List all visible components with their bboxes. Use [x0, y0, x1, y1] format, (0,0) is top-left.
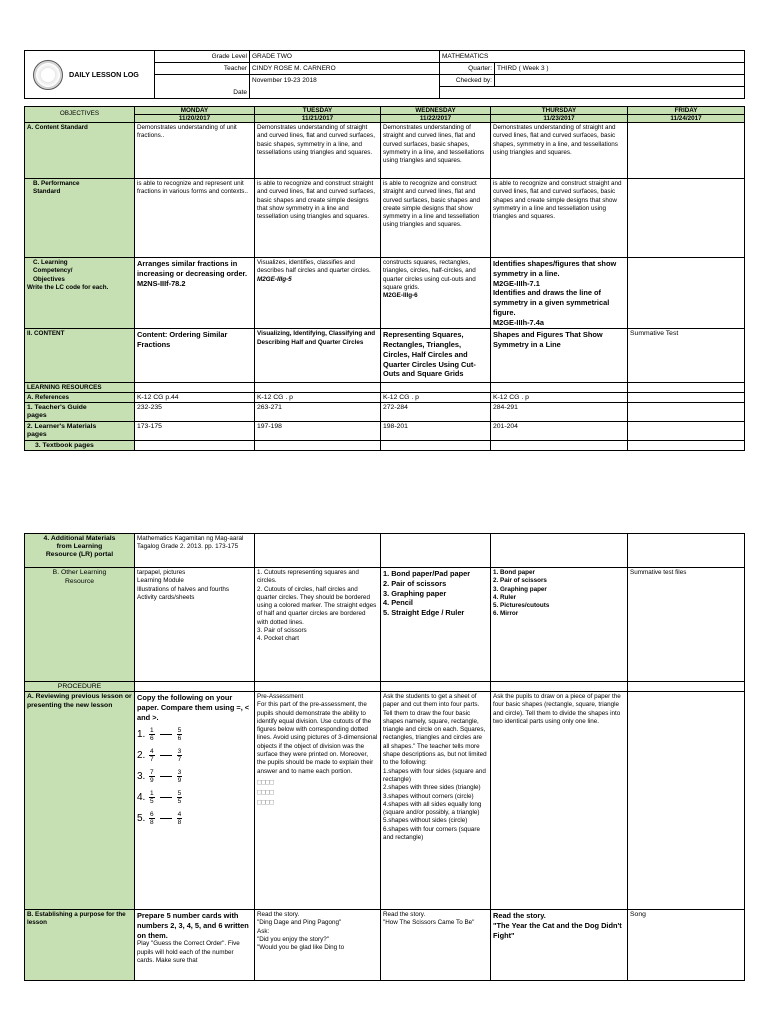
- content-tuesday: Visualizing, Identifying, Classifying and Describing Half and Quarter Circles: [255, 329, 381, 383]
- day-thursday: THURSDAY: [491, 107, 628, 115]
- date-tuesday: 11/21/2017: [255, 115, 381, 123]
- fraction-item-number: 4.: [137, 792, 146, 804]
- learning-competency-wednesday-code: M2GE-IIIg-6: [383, 292, 418, 300]
- purpose-thursday: Read the story. "The Year the Cat and the Dog Didn't Fight": [491, 910, 628, 981]
- performance-standard-monday: is able to recognize and represent unit fractions in various forms and contexts..: [135, 179, 255, 258]
- fraction-right: [177, 748, 183, 763]
- learning-competency-tuesday: Visualizes, identifies, classifies and describes half circles and quarter circles.: [257, 259, 371, 275]
- fraction-left: [149, 769, 155, 784]
- fraction-right-denominator: 7: [177, 756, 182, 764]
- fraction-item-number: 3.: [137, 771, 146, 783]
- reviewing-friday: [628, 692, 745, 910]
- fraction-left: [149, 748, 155, 763]
- fraction-right-denominator: 6: [177, 735, 182, 743]
- reviewing-monday-instructions: Copy the following on your paper. Compare them using =, < and >.: [137, 693, 250, 722]
- day-friday: FRIDAY: [628, 107, 745, 115]
- purpose-monday: Play "Guess the Correct Order". Five pupils will hold each of the number cards. Make sure that: [137, 940, 240, 964]
- performance-standard-tuesday: is able to recognize and construct straight and curved lines, flat and curved surfaces, basic shapes and create simple designs that show symmetry in a line and tessellation using triangles and squares.: [255, 179, 381, 258]
- learning-competency-friday: [628, 258, 745, 329]
- content-monday: Content: Ordering Similar Fractions: [135, 329, 255, 383]
- content-wednesday: Representing Squares, Rectangles, Triangles, Circles, Half Circles and Quarter Circles Using Cut-Outs and Square Grids: [381, 329, 491, 383]
- other-resources-friday: Summative test files: [628, 568, 745, 682]
- grade-level-label: Grade Level: [155, 51, 250, 63]
- fraction-item: [137, 745, 252, 766]
- fraction-left-denominator: 6: [150, 735, 154, 743]
- additional-materials-wednesday: [381, 534, 491, 568]
- comparison-blank: [160, 755, 172, 756]
- fraction-left-numerator: 1: [150, 790, 154, 798]
- date-label: Date: [155, 87, 250, 99]
- teachers-guide-label: 1. Teacher's Guide pages: [25, 403, 135, 422]
- content-standard-label: A. Content Standard: [25, 123, 135, 179]
- additional-materials-friday: [628, 534, 745, 568]
- fraction-left-denominator: 8: [150, 819, 154, 827]
- teachers-guide-thursday: 284-291: [491, 403, 628, 422]
- date-thursday: 11/23/2017: [491, 115, 628, 123]
- learning-competency-sublabel: Write the LC code for each.: [27, 283, 109, 291]
- textbook-friday: [628, 441, 745, 451]
- purpose-label: B. Establishing a purpose for the lesson: [25, 910, 135, 981]
- procedure-heading: PROCEDURE: [25, 682, 135, 692]
- fraction-right-numerator: 5: [177, 790, 182, 798]
- fraction-right-numerator: 3: [177, 769, 182, 777]
- deped-seal-icon: [33, 60, 63, 90]
- reviewing-label: A. Reviewing previous lesson or presenting the new lesson: [25, 692, 135, 910]
- day-wednesday: WEDNESDAY: [381, 107, 491, 115]
- learning-resources-heading: LEARNING RESOURCES: [25, 383, 135, 393]
- fraction-right: [177, 727, 183, 742]
- quarter-label: Quarter:: [440, 63, 495, 75]
- fraction-item: [137, 724, 252, 745]
- teachers-guide-friday: [628, 403, 745, 422]
- content-standard-tuesday: Demonstrates understanding of straight and curved lines, flat and curved surfaces, basic shapes, symmetry in a line, and tessellations using triangles and squares.: [255, 123, 381, 179]
- grade-level-value: GRADE TWO: [250, 51, 440, 63]
- learners-materials-tuesday: 197-198: [255, 422, 381, 441]
- fraction-left-denominator: 5: [150, 798, 154, 806]
- fraction-right-denominator: 5: [177, 798, 182, 806]
- content-thursday: Shapes and Figures That Show Symmetry in a Line: [491, 329, 628, 383]
- fraction-left-numerator: 4: [150, 748, 154, 756]
- purpose-tuesday: Read the story. "Ding Dage and Ping Pagong" Ask: "Did you enjoy the story?" "Would you be glad like Ding to: [255, 910, 381, 981]
- date-value: November 19-23 2018: [250, 75, 440, 99]
- learners-materials-monday: 173-175: [135, 422, 255, 441]
- textbook-tuesday: [255, 441, 381, 451]
- checked-by-label: Checked by:: [440, 75, 495, 87]
- content-standard-thursday: Demonstrates understanding of straight and curved lines, flat and curved surfaces, basic shapes, symmetry in a line, and tessellations using triangles and squares.: [491, 123, 628, 179]
- fraction-right-numerator: 5: [177, 727, 182, 735]
- fraction-left: [149, 727, 155, 742]
- other-resources-label: B. Other Learning Resource: [25, 568, 135, 682]
- dotted-figure-placeholder-icon: □□□□ □□□□ □□□□: [257, 777, 274, 806]
- fraction-item: [137, 766, 252, 787]
- performance-standard-wednesday: is able to recognize and construct straight and curved lines, flat and curved surfaces, basic shapes and create simple designs that show symmetry in a line and tessellation using triangles and squares.: [381, 179, 491, 258]
- comparison-blank: [160, 797, 172, 798]
- header-logo-cell: [25, 51, 155, 99]
- references-monday: K-12 CG p.44: [135, 393, 255, 403]
- lesson-table-part-1: [24, 106, 745, 451]
- fraction-right-denominator: 9: [177, 777, 182, 785]
- purpose-friday: Song: [628, 910, 745, 981]
- content-standard-wednesday: Demonstrates understanding of straight and curved lines, flat and curved surfaces, basic shapes, symmetry in a line, and tessellations using triangles and squares.: [381, 123, 491, 179]
- content-standard-friday: [628, 123, 745, 179]
- reviewing-thursday: Ask the pupils to draw on a piece of paper the four basic shapes (rectangle, square, triangle and circle). Tell them to divide the shapes into two identical parts using only one line.: [491, 692, 628, 910]
- quarter-value: THIRD ( Week 3 ): [495, 63, 745, 75]
- additional-materials-tuesday: [255, 534, 381, 568]
- additional-materials-monday: Mathematics Kagamitan ng Mag-aaral Tagalog Grade 2. 2013. pp. 173-175: [135, 534, 255, 568]
- header-table: [24, 50, 745, 99]
- comparison-blank: [160, 776, 172, 777]
- textbook-monday: [135, 441, 255, 451]
- references-thursday: K-12 CG . p: [491, 393, 628, 403]
- fraction-right-numerator: 3: [177, 748, 182, 756]
- fraction-left-denominator: 7: [150, 756, 154, 764]
- learning-competency-monday: Arranges similar fractions in increasing or decreasing order.: [137, 259, 248, 278]
- fraction-right: [177, 769, 183, 784]
- day-tuesday: TUESDAY: [255, 107, 381, 115]
- learning-competency-thursday: Identifies shapes/figures that show symmetry in a line. M2GE-IIIh-7.1 Identifies and draws the line of symmetry in a given symmetrical figure. M2GE-IIIh-7.4a: [491, 258, 628, 329]
- reviewing-tuesday: Pre-Assessment For this part of the pre-assessment, the pupils should demonstrate the ability to identify equal division. Use cutouts of the figures below with corresponding dotted lines. Avoid using pictures of 3-dimensional objects if the object of division was the surface they were printed on. Moreover, the pupils should be made to explain their answer and to name each portion.: [257, 693, 378, 775]
- reviewing-wednesday: Ask the students to get a sheet of paper and cut them into four parts. Tell them to draw the four basic shapes namely, square, rectangle, triangle and circle on each. Squares, rectangles, triangles and circles are all shapes." The teacher tells more shape descriptions as, but not limited to the following: 1.shapes with four sides (square and rectangle) 2.shapes with three sides (triangle) 3.shapes without corners (circle) 4.shapes with all sides equally long (square and/or possibly, a triangle) 5.shapes without sides (circle) 6.shapes with four corners (square and rectangle): [381, 692, 491, 910]
- other-resources-thursday: 1. Bond paper 2. Pair of scissors 3. Graphing paper 4. Ruler 5. Pictures/cutouts 6. Mirror: [491, 568, 628, 682]
- fraction-left-numerator: 6: [150, 811, 154, 819]
- performance-standard-label: B. Performance Standard: [25, 179, 135, 258]
- fraction-left: [149, 811, 155, 826]
- teacher-label: Teacher: [155, 63, 250, 75]
- textbook-thursday: [491, 441, 628, 451]
- learners-materials-friday: [628, 422, 745, 441]
- fraction-item-number: 5.: [137, 813, 146, 825]
- learning-competency-monday-code: M2NS-IIIf-78.2: [137, 278, 186, 288]
- purpose-wednesday: Read the story. "How The Scissors Came To Be": [381, 910, 491, 981]
- date-friday: 11/24/2017: [628, 115, 745, 123]
- fraction-left: [149, 790, 155, 805]
- other-resources-wednesday: 1. Bond paper/Pad paper 2. Pair of scissors 3. Graphing paper 4. Pencil 5. Straight Edge / Ruler: [381, 568, 491, 682]
- content-friday: Summative Test: [628, 329, 745, 383]
- day-monday: MONDAY: [135, 107, 255, 115]
- textbook-label: 3. Textbook pages: [25, 441, 135, 451]
- references-friday: [628, 393, 745, 403]
- learners-materials-thursday: 201-204: [491, 422, 628, 441]
- teachers-guide-monday: 232-235: [135, 403, 255, 422]
- subject-value: MATHEMATICS: [440, 51, 745, 63]
- teachers-guide-tuesday: 263-271: [255, 403, 381, 422]
- teacher-value: CINDY ROSE M. CARNERO: [250, 63, 440, 75]
- references-label: A. References: [25, 393, 135, 403]
- fraction-right-denominator: 8: [177, 819, 182, 827]
- fraction-left-numerator: 1: [150, 727, 154, 735]
- performance-standard-thursday: is able to recognize and construct straight and curved lines, flat and curved surfaces, basic shapes and create simple designs that show symmetry in a line and tessellation using triangles and squares.: [491, 179, 628, 258]
- objectives-heading: OBJECTIVES: [25, 107, 135, 123]
- teachers-guide-wednesday: 272-284: [381, 403, 491, 422]
- additional-materials-label: 4. Additional Materials from Learning Resource (LR) portal: [25, 534, 135, 568]
- comparison-blank: [160, 818, 172, 819]
- checked-by-value: [495, 75, 745, 87]
- learning-competency-tuesday-code: M2GE-IIIg-5: [257, 275, 292, 283]
- additional-materials-thursday: [491, 534, 628, 568]
- content-label: II. CONTENT: [25, 329, 135, 383]
- learning-competency-wednesday: constructs squares, rectangles, triangles, circles, half-circles, and quarter circles using cut-outs and square grids.: [383, 259, 476, 291]
- content-standard-monday: Demonstrates understanding of unit fractions..: [135, 123, 255, 179]
- fraction-item: [137, 787, 252, 808]
- learners-materials-label: 2. Learner's Materials pages: [25, 422, 135, 441]
- purpose-monday-heading: Prepare 5 number cards with numbers 2, 3, 4, 5, and 6 written on them.: [137, 911, 249, 940]
- fraction-left-denominator: 9: [150, 777, 154, 785]
- references-tuesday: K-12 CG . p: [255, 393, 381, 403]
- other-resources-tuesday: 1. Cutouts representing squares and circles. 2. Cutouts of circles, half circles and quarter circles. They should be bordered using a colored marker. The straight edges of half and quarter circles are bordered with dotted lines. 3. Pair of scissors 4. Pocket chart: [255, 568, 381, 682]
- fraction-right-numerator: 4: [177, 811, 182, 819]
- performance-standard-friday: [628, 179, 745, 258]
- textbook-wednesday: [381, 441, 491, 451]
- fraction-right: [177, 811, 183, 826]
- fraction-right: [177, 790, 183, 805]
- fraction-comparison-list: [137, 724, 252, 829]
- date-monday: 11/20/2017: [135, 115, 255, 123]
- fraction-item: [137, 808, 252, 829]
- lesson-table-part-2: [24, 533, 745, 981]
- learners-materials-wednesday: 198-201: [381, 422, 491, 441]
- date-wednesday: 11/22/2017: [381, 115, 491, 123]
- fraction-item-number: 2.: [137, 750, 146, 762]
- comparison-blank: [160, 734, 172, 735]
- references-wednesday: K-12 CG . p: [381, 393, 491, 403]
- fraction-item-number: 1.: [137, 729, 146, 741]
- fraction-left-numerator: 7: [150, 769, 154, 777]
- learning-competency-label: C. Learning Competency/ Objectives: [33, 259, 73, 283]
- document-title: DAILY LESSON LOG: [69, 70, 139, 79]
- other-resources-monday: tarpapel, pictures Learning Module Illustrations of halves and fourths Activity cards/sheets: [135, 568, 255, 682]
